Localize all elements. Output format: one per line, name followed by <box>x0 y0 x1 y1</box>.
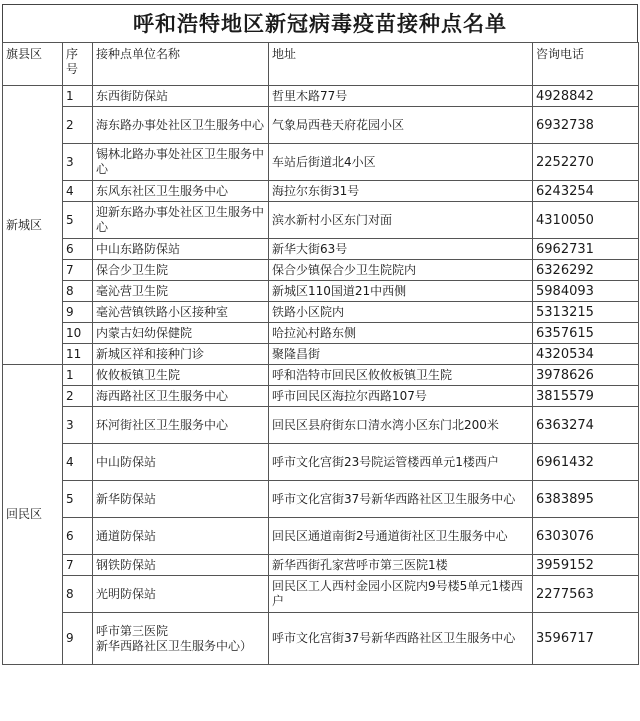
site-name-cell: 新华防保站 <box>93 481 269 518</box>
header-address: 地址 <box>269 43 533 86</box>
site-name-cell: 毫沁营镇铁路小区接种室 <box>93 302 269 323</box>
seq-cell: 1 <box>63 365 93 386</box>
address-cell: 回民区县府街东口清水湾小区东门北200米 <box>269 407 533 444</box>
header-phone: 咨询电话 <box>533 43 639 86</box>
seq-cell: 3 <box>63 407 93 444</box>
site-name-cell: 呼市第三医院 新华西路社区卫生服务中心） <box>93 613 269 665</box>
address-cell: 哈拉沁村路东侧 <box>269 323 533 344</box>
phone-cell: 3978626 <box>533 365 639 386</box>
address-cell: 呼市文化宫街37号新华西路社区卫生服务中心 <box>269 481 533 518</box>
phone-cell: 6962731 <box>533 239 639 260</box>
phone-cell: 2252270 <box>533 144 639 181</box>
address-cell: 回民区通道南街2号通道街社区卫生服务中心 <box>269 518 533 555</box>
phone-cell: 4310050 <box>533 202 639 239</box>
site-name-cell: 毫沁营卫生院 <box>93 281 269 302</box>
address-cell: 呼市文化宫街37号新华西路社区卫生服务中心 <box>269 613 533 665</box>
seq-cell: 7 <box>63 260 93 281</box>
table-row <box>3 386 639 407</box>
seq-cell: 5 <box>63 202 93 239</box>
header-seq: 序号 <box>63 43 93 86</box>
phone-cell: 6932738 <box>533 107 639 144</box>
table-row <box>3 239 639 260</box>
phone-cell: 6303076 <box>533 518 639 555</box>
sites-table <box>2 42 639 665</box>
table-row <box>3 365 639 386</box>
address-cell: 保合少镇保合少卫生院院内 <box>269 260 533 281</box>
site-name-cell: 光明防保站 <box>93 576 269 613</box>
district-cell: 回民区 <box>3 365 63 665</box>
table-row <box>3 86 639 107</box>
phone-cell: 5313215 <box>533 302 639 323</box>
site-name-cell: 海东路办事处社区卫生服务中心 <box>93 107 269 144</box>
address-cell: 海拉尔东街31号 <box>269 181 533 202</box>
address-cell: 新城区110国道21中西侧 <box>269 281 533 302</box>
table-row <box>3 576 639 613</box>
site-name-cell: 攸攸板镇卫生院 <box>93 365 269 386</box>
header-site: 接种点单位名称 <box>93 43 269 86</box>
seq-cell: 9 <box>63 613 93 665</box>
address-cell: 呼市回民区海拉尔西路107号 <box>269 386 533 407</box>
phone-cell: 6243254 <box>533 181 639 202</box>
address-cell: 回民区工人西村金园小区院内9号楼5单元1楼西户 <box>269 576 533 613</box>
site-name-cell: 保合少卫生院 <box>93 260 269 281</box>
district-cell: 新城区 <box>3 86 63 365</box>
address-cell: 车站后街道北4小区 <box>269 144 533 181</box>
table-row <box>3 518 639 555</box>
site-name-cell: 钢铁防保站 <box>93 555 269 576</box>
phone-cell: 6363274 <box>533 407 639 444</box>
seq-cell: 4 <box>63 181 93 202</box>
address-cell: 新华西街孔家营呼市第三医院1楼 <box>269 555 533 576</box>
address-cell: 哲里木路77号 <box>269 86 533 107</box>
table-row <box>3 181 639 202</box>
phone-cell: 3815579 <box>533 386 639 407</box>
seq-cell: 6 <box>63 518 93 555</box>
seq-cell: 9 <box>63 302 93 323</box>
address-cell: 铁路小区院内 <box>269 302 533 323</box>
header-district: 旗县区 <box>3 43 63 86</box>
address-cell: 气象局西巷天府花园小区 <box>269 107 533 144</box>
seq-cell: 11 <box>63 344 93 365</box>
seq-cell: 4 <box>63 444 93 481</box>
phone-cell: 2277563 <box>533 576 639 613</box>
site-name-cell: 锡林北路办事处社区卫生服务中心 <box>93 144 269 181</box>
seq-cell: 8 <box>63 576 93 613</box>
site-name-cell: 环河街社区卫生服务中心 <box>93 407 269 444</box>
table-row <box>3 407 639 444</box>
address-cell: 聚隆昌街 <box>269 344 533 365</box>
phone-cell: 6357615 <box>533 323 639 344</box>
phone-cell: 6383895 <box>533 481 639 518</box>
table-row <box>3 613 639 665</box>
phone-cell: 3959152 <box>533 555 639 576</box>
table-row <box>3 302 639 323</box>
table-row <box>3 144 639 181</box>
phone-cell: 3596717 <box>533 613 639 665</box>
table-row <box>3 555 639 576</box>
seq-cell: 1 <box>63 86 93 107</box>
phone-cell: 6326292 <box>533 260 639 281</box>
table-header-row <box>3 43 639 86</box>
table-row <box>3 107 639 144</box>
address-cell: 呼市文化宫街23号院运管楼西单元1楼西户 <box>269 444 533 481</box>
site-name-cell: 东风东社区卫生服务中心 <box>93 181 269 202</box>
phone-cell: 4320534 <box>533 344 639 365</box>
seq-cell: 6 <box>63 239 93 260</box>
table-body <box>3 86 639 665</box>
site-name-cell: 中山东路防保站 <box>93 239 269 260</box>
site-name-cell: 新城区祥和接种门诊 <box>93 344 269 365</box>
site-name-cell: 通道防保站 <box>93 518 269 555</box>
table-row <box>3 444 639 481</box>
phone-cell: 4928842 <box>533 86 639 107</box>
seq-cell: 5 <box>63 481 93 518</box>
site-name-cell: 迎新东路办事处社区卫生服务中心 <box>93 202 269 239</box>
site-name-cell: 东西街防保站 <box>93 86 269 107</box>
address-cell: 呼和浩特市回民区攸攸板镇卫生院 <box>269 365 533 386</box>
seq-cell: 7 <box>63 555 93 576</box>
table-row <box>3 202 639 239</box>
address-cell: 新华大街63号 <box>269 239 533 260</box>
site-name-cell: 内蒙古妇幼保健院 <box>93 323 269 344</box>
table-row <box>3 260 639 281</box>
table-row <box>3 344 639 365</box>
site-name-cell: 中山防保站 <box>93 444 269 481</box>
phone-cell: 5984093 <box>533 281 639 302</box>
seq-cell: 2 <box>63 107 93 144</box>
address-cell: 滨水新村小区东门对面 <box>269 202 533 239</box>
seq-cell: 8 <box>63 281 93 302</box>
table-row <box>3 281 639 302</box>
seq-cell: 10 <box>63 323 93 344</box>
phone-cell: 6961432 <box>533 444 639 481</box>
seq-cell: 2 <box>63 386 93 407</box>
table-row <box>3 481 639 518</box>
seq-cell: 3 <box>63 144 93 181</box>
site-name-cell: 海西路社区卫生服务中心 <box>93 386 269 407</box>
page-title: 呼和浩特地区新冠病毒疫苗接种点名单 <box>2 4 638 42</box>
table-row <box>3 323 639 344</box>
